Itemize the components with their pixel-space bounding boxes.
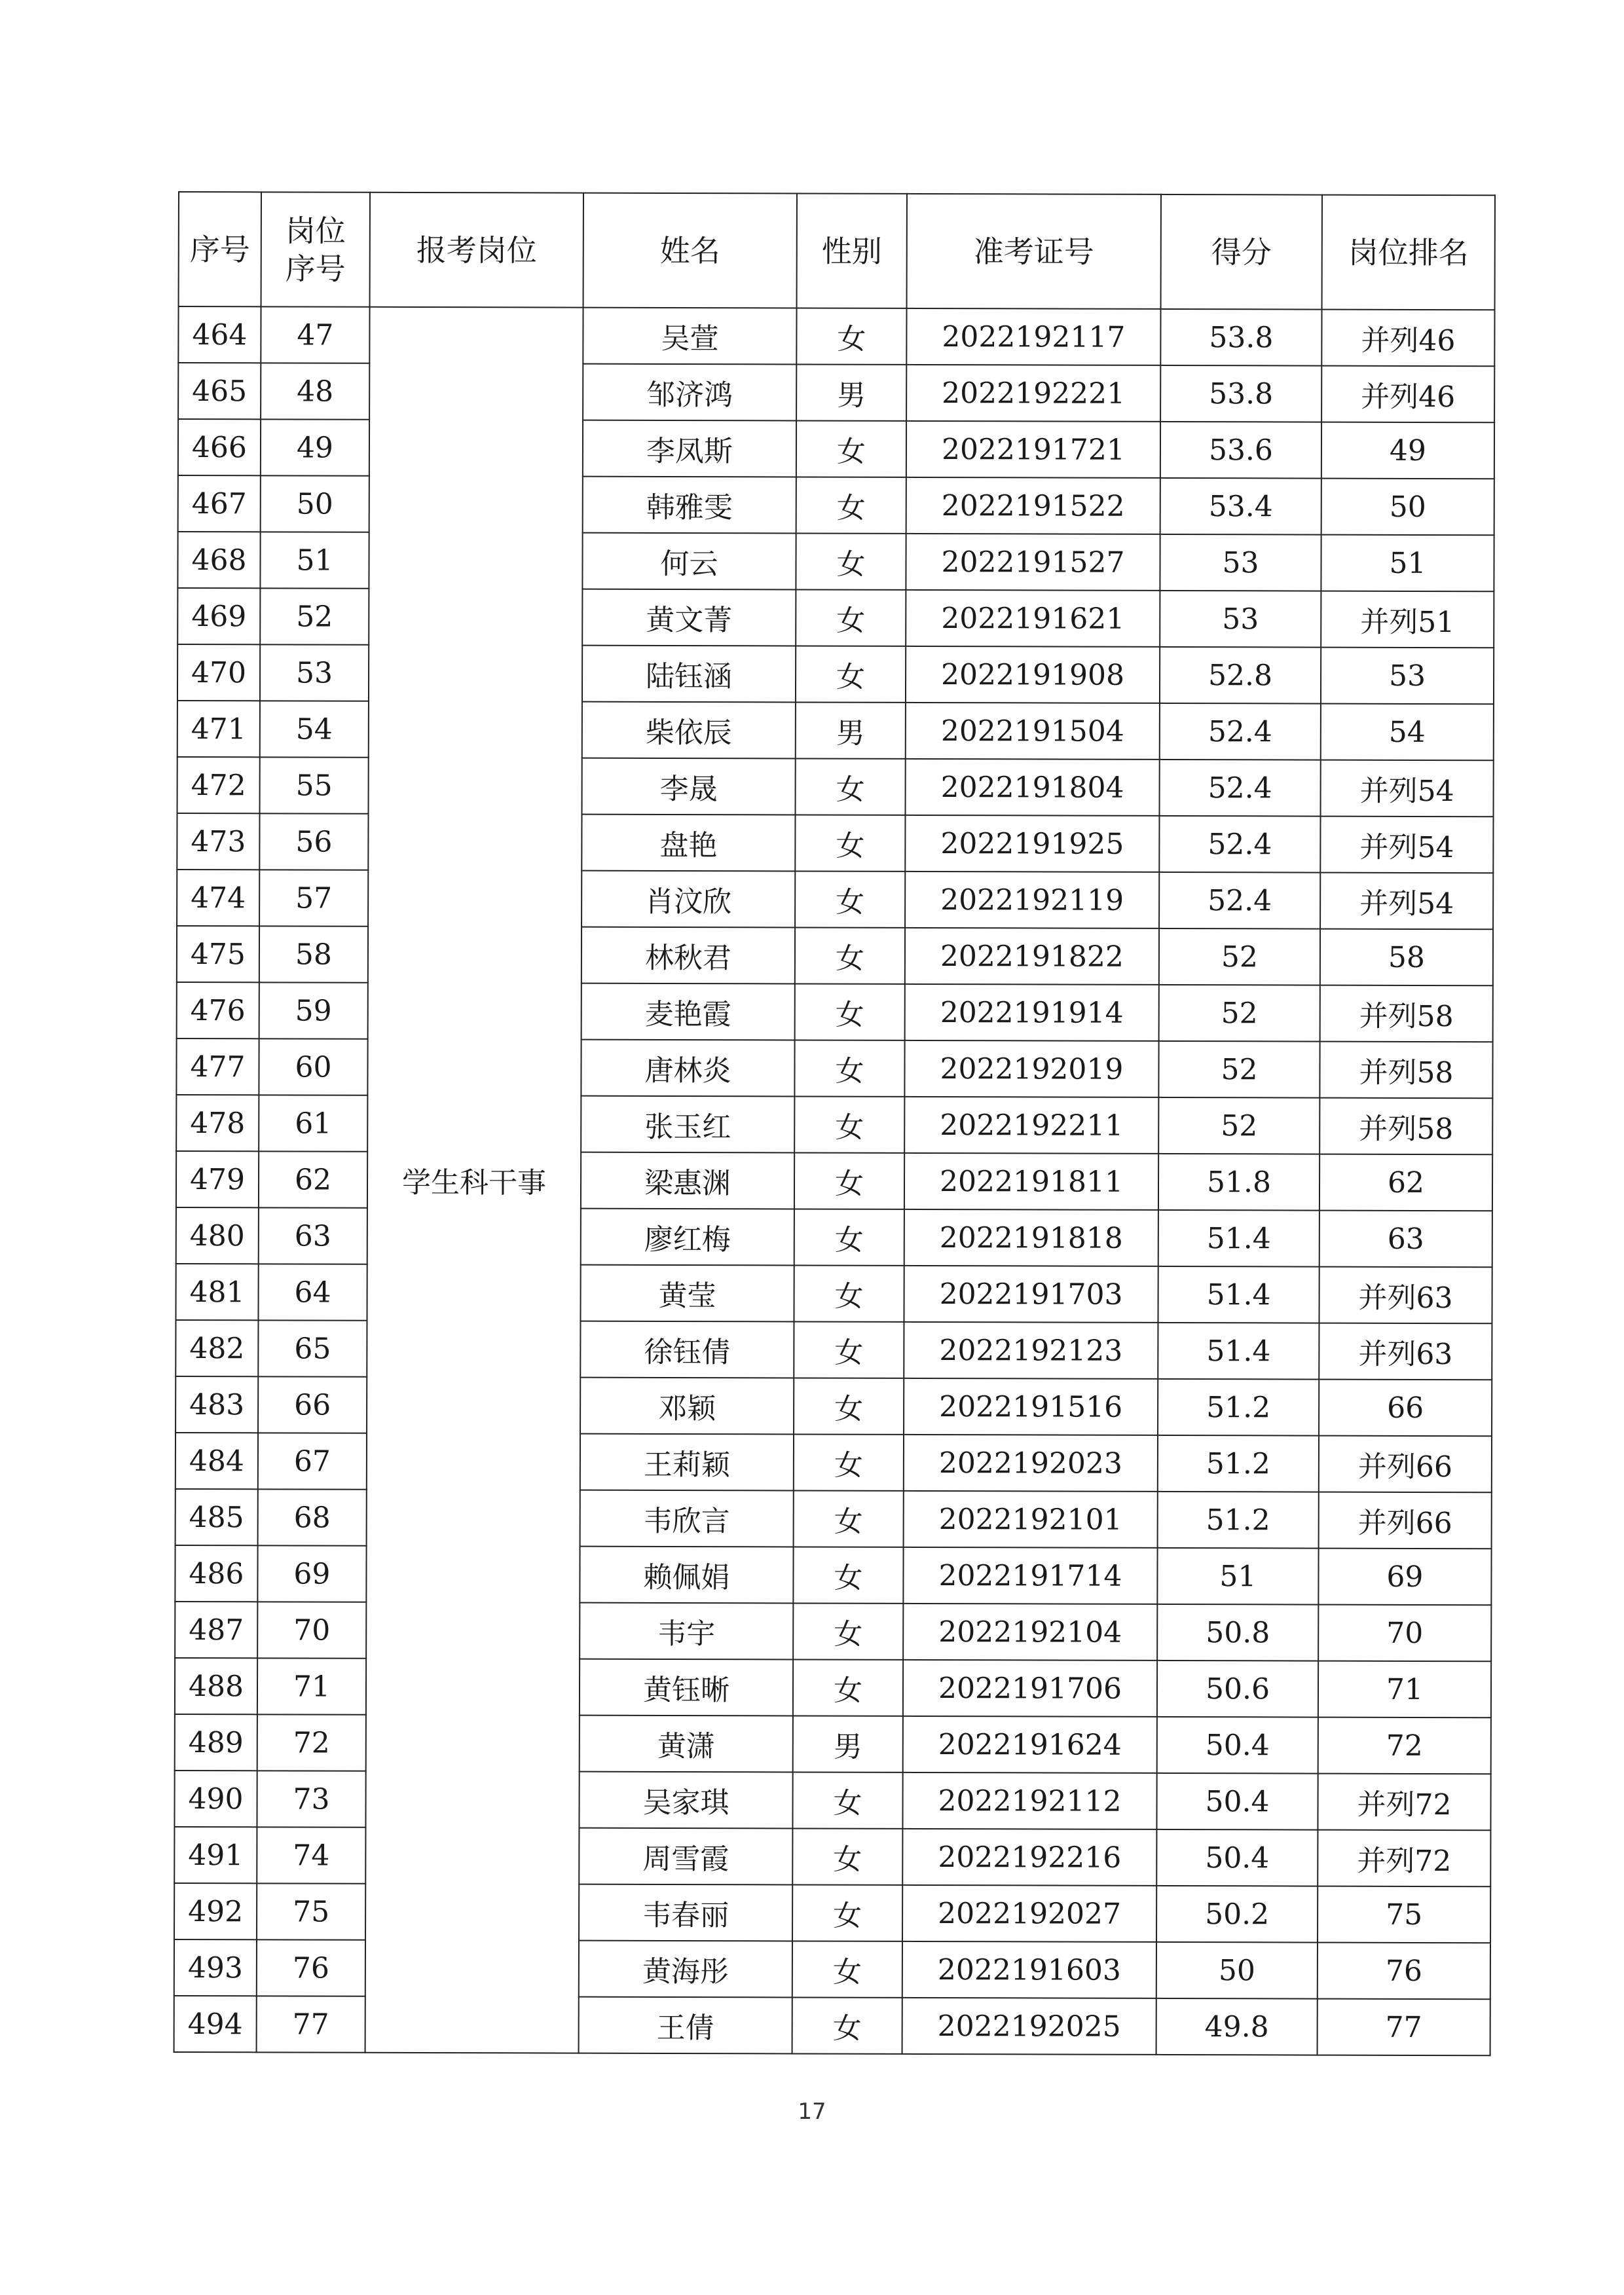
cell-exam-id: 2022191818 [904, 1209, 1158, 1266]
cell-rank: 并列54 [1321, 760, 1494, 817]
cell-gender: 女 [794, 1209, 904, 1265]
cell-seq: 474 [177, 870, 259, 926]
cell-score: 50.6 [1157, 1661, 1318, 1717]
cell-gender: 女 [796, 308, 906, 364]
cell-rank: 并列66 [1319, 1492, 1492, 1549]
cell-seq: 471 [177, 701, 260, 757]
cell-post-seq: 47 [261, 306, 369, 363]
cell-exam-id: 2022192117 [906, 308, 1160, 365]
cell-score: 50.8 [1157, 1604, 1318, 1661]
header-gender: 性别 [797, 193, 907, 308]
cell-name: 王莉颖 [580, 1434, 794, 1491]
cell-gender: 女 [796, 758, 906, 815]
cell-name: 廖红梅 [581, 1209, 794, 1266]
cell-exam-id: 2022191706 [903, 1660, 1157, 1717]
cell-seq: 477 [176, 1038, 259, 1095]
cell-post-seq: 60 [259, 1038, 367, 1095]
cell-rank: 66 [1319, 1380, 1492, 1437]
cell-name: 韦宇 [580, 1603, 793, 1660]
cell-name: 黄海彤 [579, 1941, 792, 1998]
cell-post-seq: 65 [258, 1320, 367, 1376]
cell-score: 50.4 [1156, 1773, 1318, 1830]
cell-score: 51 [1157, 1548, 1318, 1605]
cell-exam-id: 2022192025 [902, 1998, 1156, 2055]
table-row [178, 306, 1494, 366]
cell-gender: 女 [792, 1997, 902, 2053]
cell-name: 肖汶欣 [581, 871, 795, 928]
cell-gender: 女 [794, 1040, 904, 1096]
cell-exam-id: 2022191621 [906, 590, 1160, 647]
cell-gender: 男 [793, 1716, 903, 1772]
cell-seq: 483 [175, 1376, 258, 1433]
cell-gender: 女 [792, 1884, 902, 1941]
cell-score: 50.4 [1156, 1829, 1318, 1886]
cell-exam-id: 2022191804 [906, 759, 1160, 816]
cell-seq: 468 [177, 532, 260, 588]
cell-name: 李凤斯 [583, 420, 796, 477]
cell-gender: 女 [792, 1941, 902, 1997]
cell-rank: 76 [1318, 1943, 1490, 2000]
cell-score: 51.4 [1158, 1210, 1320, 1267]
cell-post-seq: 48 [261, 363, 369, 419]
cell-score: 53.8 [1160, 309, 1321, 366]
cell-rank: 62 [1320, 1154, 1492, 1211]
cell-gender: 女 [792, 1772, 902, 1828]
cell-seq: 470 [177, 644, 260, 701]
cell-seq: 469 [177, 588, 260, 644]
cell-rank: 51 [1321, 535, 1494, 592]
cell-post-seq: 71 [257, 1658, 366, 1714]
cell-post-seq: 67 [258, 1433, 367, 1489]
cell-seq: 479 [176, 1151, 259, 1207]
page-number: 17 [798, 2099, 826, 2125]
cell-seq: 478 [176, 1095, 259, 1151]
cell-name: 李晟 [582, 758, 796, 815]
cell-gender: 女 [796, 589, 906, 646]
cell-seq: 465 [178, 363, 261, 419]
cell-seq: 491 [174, 1827, 257, 1883]
cell-rank: 54 [1321, 704, 1494, 761]
cell-name: 黄钰晰 [580, 1659, 793, 1716]
cell-rank: 并列58 [1320, 1098, 1492, 1155]
cell-rank: 63 [1320, 1211, 1492, 1268]
cell-gender: 女 [794, 1265, 904, 1321]
cell-score: 51.2 [1158, 1435, 1319, 1492]
cell-exam-id: 2022191624 [903, 1716, 1157, 1773]
cell-exam-id: 2022192023 [904, 1435, 1158, 1492]
cell-exam-id: 2022192027 [902, 1885, 1156, 1942]
cell-name: 陆钰涵 [582, 646, 796, 703]
cell-score: 51.4 [1158, 1266, 1319, 1323]
cell-seq: 467 [178, 475, 261, 532]
cell-gender: 女 [796, 420, 906, 477]
cell-post-seq: 57 [259, 870, 368, 926]
cell-gender: 女 [793, 1603, 903, 1659]
cell-seq: 464 [178, 306, 261, 363]
cell-name: 柴依辰 [582, 702, 796, 759]
cell-seq: 488 [175, 1658, 257, 1714]
cell-name: 黄潇 [580, 1716, 793, 1772]
cell-post-seq: 49 [261, 419, 369, 475]
cell-exam-id: 2022192216 [902, 1829, 1156, 1886]
cell-name: 邓颖 [580, 1378, 794, 1435]
cell-gender: 女 [796, 646, 906, 702]
cell-rank: 并列46 [1321, 366, 1494, 423]
cell-rank: 并列54 [1320, 817, 1493, 873]
cell-exam-id: 2022192104 [903, 1604, 1157, 1661]
cell-exam-id: 2022191721 [906, 421, 1160, 478]
header-seq: 序号 [179, 192, 261, 306]
cell-score: 52.8 [1160, 647, 1321, 704]
cell-score: 52.4 [1160, 703, 1321, 760]
cell-rank: 58 [1320, 929, 1493, 986]
header-rank: 岗位排名 [1322, 195, 1495, 310]
cell-post-seq: 52 [260, 588, 369, 644]
cell-gender: 男 [796, 364, 906, 420]
cell-name: 周雪霞 [579, 1828, 792, 1885]
cell-score: 52.4 [1159, 872, 1320, 929]
cell-seq: 492 [174, 1883, 257, 1939]
cell-post-seq: 73 [257, 1771, 365, 1827]
cell-gender: 女 [795, 815, 905, 871]
cell-exam-id: 2022192221 [906, 365, 1160, 422]
cell-exam-id: 2022192211 [904, 1097, 1158, 1154]
cell-post-seq: 51 [260, 532, 369, 588]
cell-post-seq: 54 [260, 701, 369, 757]
cell-score: 51.2 [1158, 1492, 1319, 1549]
cell-exam-id: 2022191703 [904, 1266, 1158, 1323]
cell-seq: 494 [174, 1996, 257, 2052]
cell-name: 赖佩娟 [580, 1547, 793, 1604]
cell-score: 51.8 [1158, 1154, 1320, 1211]
cell-gender: 女 [793, 1659, 903, 1716]
cell-seq: 475 [177, 926, 259, 982]
cell-name: 麦艳霞 [581, 983, 795, 1040]
cell-rank: 并列46 [1321, 310, 1494, 367]
cell-post-seq: 53 [260, 644, 369, 701]
cell-gender: 女 [794, 1490, 904, 1547]
cell-score: 53.4 [1160, 478, 1321, 535]
cell-seq: 486 [175, 1545, 257, 1602]
cell-exam-id: 2022191527 [906, 534, 1160, 591]
cell-rank: 并列63 [1319, 1323, 1492, 1380]
cell-exam-id: 2022191603 [902, 1941, 1156, 1998]
cell-gender: 女 [796, 477, 906, 533]
cell-gender: 女 [794, 1434, 904, 1490]
cell-exam-id: 2022191822 [905, 928, 1159, 985]
cell-post-seq: 58 [259, 926, 368, 982]
cell-score: 50 [1156, 1942, 1318, 1999]
cell-rank: 并列51 [1321, 591, 1494, 648]
cell-post-seq: 74 [257, 1827, 365, 1883]
cell-score: 50.2 [1156, 1886, 1318, 1943]
cell-seq: 487 [175, 1602, 257, 1658]
cell-name: 黄文菁 [582, 589, 796, 646]
cell-seq: 489 [175, 1714, 257, 1771]
cell-exam-id: 2022191925 [905, 815, 1159, 872]
cell-rank: 70 [1318, 1605, 1491, 1662]
cell-rank: 69 [1318, 1549, 1491, 1606]
cell-gender: 女 [794, 1152, 904, 1209]
cell-exam-id: 2022192119 [905, 872, 1159, 928]
cell-post-seq: 56 [259, 813, 368, 870]
cell-seq: 472 [177, 757, 260, 813]
cell-name: 吴家琪 [579, 1772, 792, 1829]
cell-gender: 女 [792, 1828, 902, 1884]
cell-seq: 466 [178, 419, 261, 475]
cell-name: 吴萱 [583, 308, 796, 365]
cell-post-seq: 75 [257, 1883, 365, 1939]
cell-rank: 并列66 [1319, 1436, 1492, 1493]
cell-gender: 女 [795, 927, 905, 983]
cell-rank: 49 [1321, 422, 1494, 479]
cell-exam-id: 2022191522 [906, 477, 1160, 534]
cell-score: 53.6 [1160, 422, 1321, 479]
cell-rank: 并列54 [1320, 873, 1493, 930]
cell-name: 黄莹 [580, 1265, 794, 1322]
cell-rank: 并列58 [1320, 985, 1493, 1042]
cell-exam-id: 2022191516 [904, 1378, 1158, 1435]
cell-score: 50.4 [1157, 1717, 1318, 1774]
cell-post-seq: 77 [257, 1996, 365, 2052]
cell-gender: 女 [793, 1547, 903, 1603]
cell-post-seq: 64 [258, 1264, 367, 1320]
cell-score: 52 [1159, 985, 1320, 1042]
cell-name: 唐林炎 [581, 1040, 794, 1097]
cell-rank: 75 [1318, 1886, 1490, 1943]
cell-post-seq: 55 [260, 757, 369, 813]
cell-name: 韦欣言 [580, 1490, 794, 1547]
cell-post-seq: 61 [259, 1095, 367, 1151]
cell-gender: 男 [796, 702, 906, 758]
cell-exam-id: 2022191714 [903, 1547, 1157, 1604]
cell-exam-id: 2022192101 [904, 1491, 1158, 1548]
results-table [174, 191, 1496, 2056]
cell-rank: 并列58 [1320, 1042, 1492, 1099]
cell-post-seq: 68 [258, 1489, 367, 1545]
cell-name: 邹济鸿 [583, 364, 796, 421]
header-score: 得分 [1161, 194, 1322, 310]
cell-name: 徐钰倩 [580, 1321, 794, 1378]
cell-name: 韦春丽 [579, 1884, 792, 1941]
cell-seq: 485 [175, 1489, 258, 1545]
header-post-seq-line1: 岗位 [285, 212, 346, 249]
cell-post-seq: 70 [257, 1602, 366, 1658]
cell-gender: 女 [795, 871, 905, 927]
cell-exam-id: 2022192112 [902, 1772, 1156, 1829]
cell-gender: 女 [794, 1321, 904, 1378]
cell-score: 52.4 [1159, 816, 1320, 873]
cell-post-seq: 50 [261, 475, 369, 532]
cell-name: 林秋君 [581, 927, 795, 984]
cell-name: 王倩 [579, 1997, 792, 2054]
cell-gender: 女 [796, 533, 906, 589]
cell-rank: 53 [1321, 648, 1494, 705]
cell-rank: 并列72 [1318, 1830, 1490, 1887]
cell-name: 韩雅雯 [583, 477, 796, 534]
cell-post-seq: 66 [258, 1376, 367, 1433]
cell-gender: 女 [794, 1096, 904, 1152]
cell-post: 学生科干事 [365, 307, 583, 2053]
cell-name: 梁惠渊 [581, 1152, 794, 1209]
cell-rank: 50 [1321, 479, 1494, 536]
cell-gender: 女 [795, 983, 905, 1040]
header-post-seq [261, 192, 370, 306]
cell-post-seq: 72 [257, 1714, 366, 1771]
cell-score: 52 [1159, 928, 1320, 985]
cell-score: 49.8 [1156, 1998, 1318, 2055]
cell-seq: 480 [176, 1207, 259, 1264]
cell-gender: 女 [794, 1378, 904, 1434]
cell-rank: 77 [1318, 1999, 1490, 2056]
table-body [174, 306, 1495, 2055]
cell-post-seq: 59 [259, 982, 368, 1038]
cell-seq: 473 [177, 813, 259, 870]
cell-score: 53.8 [1160, 365, 1321, 422]
cell-exam-id: 2022191811 [904, 1153, 1158, 1210]
header-name: 姓名 [583, 193, 797, 308]
cell-score: 52 [1158, 1041, 1320, 1098]
cell-seq: 490 [174, 1771, 257, 1827]
cell-score: 51.2 [1158, 1379, 1319, 1436]
cell-score: 52 [1158, 1097, 1320, 1154]
cell-exam-id: 2022191504 [906, 703, 1160, 760]
cell-post-seq: 63 [259, 1207, 367, 1264]
cell-rank: 72 [1318, 1717, 1491, 1774]
header-post-seq-line2: 序号 [285, 250, 346, 287]
cell-exam-id: 2022191908 [906, 646, 1160, 703]
header-exam-id: 准考证号 [907, 194, 1161, 309]
cell-seq: 476 [177, 982, 259, 1038]
cell-seq: 493 [174, 1939, 257, 1996]
cell-score: 53 [1160, 591, 1321, 648]
cell-score: 51.4 [1158, 1323, 1319, 1380]
cell-rank: 71 [1318, 1661, 1491, 1718]
cell-post-seq: 76 [257, 1939, 365, 1996]
cell-seq: 484 [175, 1433, 258, 1489]
table-header-row [179, 192, 1495, 310]
cell-seq: 481 [175, 1264, 258, 1320]
cell-exam-id: 2022192123 [904, 1322, 1158, 1379]
cell-exam-id: 2022191914 [905, 984, 1159, 1041]
cell-rank: 并列72 [1318, 1774, 1490, 1831]
cell-post-seq: 62 [259, 1151, 367, 1207]
cell-exam-id: 2022192019 [904, 1040, 1158, 1097]
cell-name: 张玉红 [581, 1096, 794, 1153]
cell-score: 52.4 [1160, 760, 1321, 817]
cell-name: 盘艳 [581, 815, 795, 872]
cell-post-seq: 69 [257, 1545, 366, 1602]
header-post: 报考岗位 [370, 193, 583, 308]
cell-score: 53 [1160, 534, 1321, 591]
cell-rank: 并列63 [1319, 1267, 1492, 1324]
cell-name: 何云 [582, 533, 796, 590]
cell-seq: 482 [175, 1320, 258, 1376]
